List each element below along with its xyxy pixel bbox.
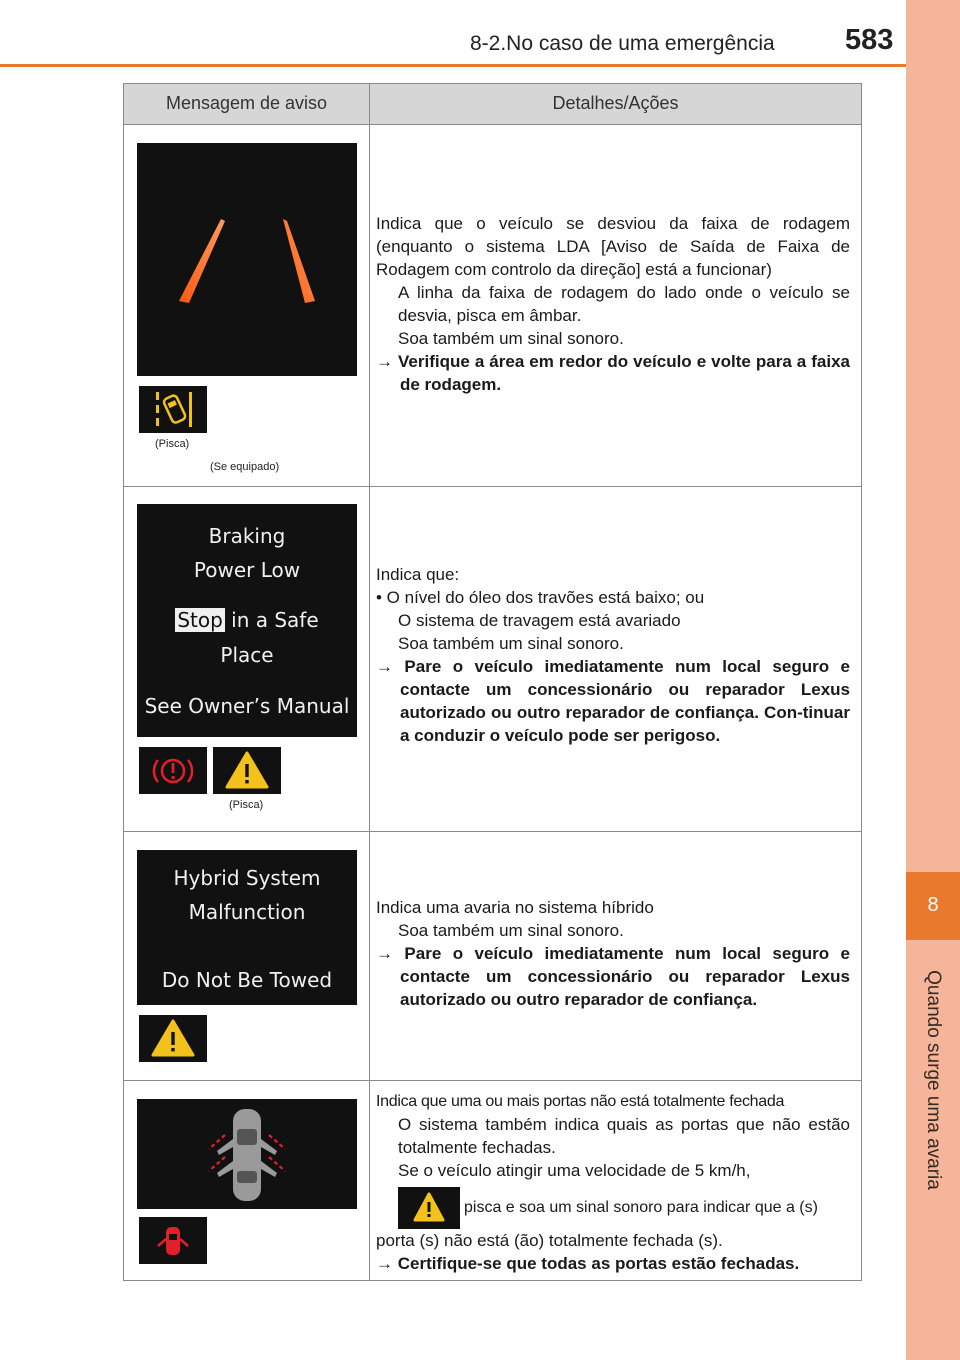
table-header bbox=[124, 84, 861, 125]
display-line: Place bbox=[220, 643, 274, 667]
detail-text: Soa também um sinal sonoro. bbox=[398, 921, 624, 940]
warning-table bbox=[123, 83, 862, 1281]
row-divider bbox=[124, 1080, 861, 1081]
detail-text: pisca e soa um sinal sonoro para indicar que a (s) bbox=[464, 1199, 818, 1216]
detail-text: porta (s) não está (ão) totalmente fechada (s). bbox=[376, 1231, 723, 1250]
detail-text: Soa também um sinal sonoro. bbox=[398, 329, 624, 348]
detail-text: Se o veículo atingir uma velocidade de 5 km/h, bbox=[398, 1161, 751, 1180]
display-line: Hybrid System bbox=[173, 866, 321, 890]
display-line-stop bbox=[137, 608, 357, 632]
display-line: Power Low bbox=[193, 558, 301, 582]
blink-caption: (Pisca) bbox=[229, 799, 264, 811]
master-warning-icon bbox=[412, 1191, 446, 1225]
door-icon-box bbox=[139, 1217, 207, 1264]
detail-text: Indica que: bbox=[376, 565, 460, 584]
door-open-display bbox=[137, 1099, 357, 1209]
col-header-details: Detalhes/Ações bbox=[552, 93, 679, 113]
detail-text: • O nível do óleo dos travões está baixo; ou bbox=[376, 588, 705, 607]
row-divider bbox=[124, 486, 861, 487]
action-text: → Pare o veículo imediatamente num local seguro e contacte um concessionário ou reparador Lexus autorizado ou outro reparador de confiança. Con-tinuar a conduzir o veículo pode ser perigoso. bbox=[376, 657, 850, 745]
warning-icon-box bbox=[139, 1015, 207, 1062]
detail-text: Soa também um sinal sonoro. bbox=[398, 634, 624, 653]
inline-warning-icon-box bbox=[398, 1187, 460, 1229]
braking-power-display bbox=[137, 504, 357, 737]
header-rule bbox=[0, 64, 906, 67]
detail-text: O sistema também indica quais as portas que não estão totalmente fechadas. bbox=[398, 1115, 850, 1157]
master-warning-icon bbox=[213, 747, 281, 794]
display-line: Malfunction bbox=[188, 900, 306, 924]
col-header-message: Mensagem de aviso bbox=[165, 93, 328, 113]
door-open-icon bbox=[139, 1217, 207, 1264]
detail-text: A linha da faixa de rodagem do lado onde o veículo se desvia, pisca em âmbar. bbox=[398, 283, 850, 325]
display-line: See Owner’s Manual bbox=[144, 694, 350, 718]
page-number: 583 bbox=[845, 24, 894, 56]
brake-warning-icon bbox=[139, 747, 207, 794]
action-text: → Certifique-se que todas as portas estão fechadas. bbox=[376, 1254, 800, 1273]
column-divider bbox=[369, 84, 370, 1280]
master-warning-icon bbox=[139, 1015, 207, 1062]
car-doors-graphic bbox=[137, 1099, 357, 1209]
display-line: Do Not Be Towed bbox=[161, 968, 333, 992]
lane-departure-display bbox=[137, 143, 357, 376]
lane-departure-icon-box bbox=[139, 386, 207, 433]
brake-icon-box bbox=[139, 747, 207, 794]
action-text: → Pare o veículo imediatamente num local seguro e contacte um concessionário ou reparador Lexus autorizado ou outro reparador de confiança. bbox=[376, 944, 850, 1009]
detail-text: Indica uma avaria no sistema híbrido bbox=[376, 898, 654, 917]
display-line: Braking bbox=[208, 524, 286, 548]
blink-caption: (Pisca) bbox=[155, 438, 190, 450]
detail-text: Indica que o veículo se desviou da faixa de rodagem (enquanto o sistema LDA [Aviso de Saída de Faixa de Rodagem com controlo da direção] está a funcionar) bbox=[376, 214, 850, 279]
warning-icon-box bbox=[213, 747, 281, 794]
chapter-label: Quando surge uma avaria bbox=[923, 970, 944, 1190]
section-title: 8-2.No caso de uma emergência bbox=[470, 32, 775, 55]
door-details bbox=[376, 1090, 850, 1275]
detail-text-with-icon bbox=[376, 1186, 850, 1229]
detail-text: Indica que uma ou mais portas não está totalmente fechada bbox=[376, 1093, 785, 1110]
lane-departure-details bbox=[376, 212, 850, 396]
detail-text: O sistema de travagem está avariado bbox=[398, 611, 681, 630]
stop-highlight: Stop bbox=[177, 608, 223, 632]
braking-details bbox=[376, 563, 850, 747]
action-text: → Verifique a área em redor do veículo e volte para a faixa de rodagem. bbox=[376, 352, 850, 394]
chapter-number: 8 bbox=[927, 894, 939, 916]
row-divider bbox=[124, 831, 861, 832]
display-word: in a Safe bbox=[231, 608, 319, 632]
hybrid-system-display bbox=[137, 850, 357, 1005]
lane-departure-icon bbox=[139, 386, 207, 433]
equipped-caption: (Se equipado) bbox=[210, 461, 280, 473]
lane-lines-graphic bbox=[137, 143, 357, 376]
hybrid-details bbox=[376, 896, 850, 1011]
